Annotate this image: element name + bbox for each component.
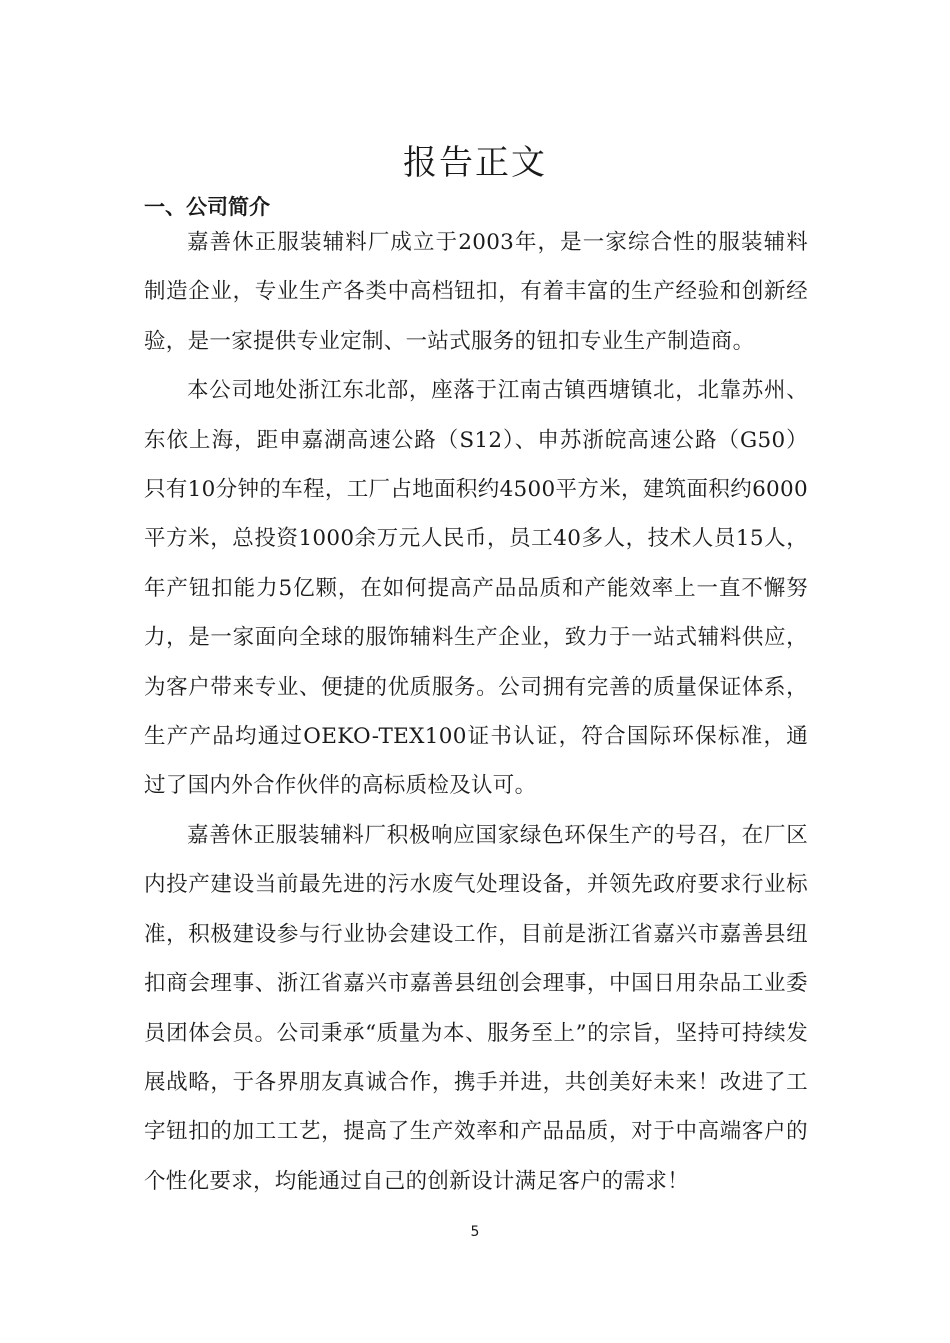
paragraph-intro: 嘉善休正服装辅料厂成立于2003年，是一家综合性的服装辅料制造企业，专业生产各类中高档钮扣，有着丰富的生产经验和创新经验，是一家提供专业定制、一站式服务的钮扣专业生产制造商。: [144, 230, 808, 354]
section-body: [144, 218, 808, 1206]
paragraph-location: 本公司地处浙江东北部，座落于江南古镇西塘镇北，北靠苏州、东依上海，距申嘉湖高速公路（S12）、申苏浙皖高速公路（G50）只有10分钟的车程，工厂占地面积约4500平方米，建筑面积约6000平方米，总投资1000余万元人民币，员工40多人，技术人员15人，年产钮扣能力5亿颗，在如何提高产品品质和产能效率上一直不懈努力，是一家面向全球的服饰辅料生产企业，致力于一站式辅料供应，为客户带来专业、便捷的优质服务。公司拥有完善的质量保证体系，生产产品均通过OEKO-TEX100证书认证，符合国际环保标准，通过了国内外合作伙伴的高标质检及认可。: [144, 378, 808, 799]
document-title: 报告正文: [403, 142, 547, 183]
paragraph-environment: 嘉善休正服装辅料厂积极响应国家绿色环保生产的号召，在厂区内投产建设当前最先进的污水废气处理设备，并领先政府要求行业标准，积极建设参与行业协会建设工作，目前是浙江省嘉兴市嘉善县纽扣商会理事、浙江省嘉兴市嘉善县纽创会理事，中国日用杂品工业委员团体会员。公司秉承“质量为本、服务至上”的宗旨，坚持可持续发展战略，于各界朋友真诚合作，携手并进，共创美好未来！改进了工字钮扣的加工工艺，提高了生产效率和产品品质，对于中高端客户的个性化要求，均能通过自己的创新设计满足客户的需求！: [144, 822, 808, 1194]
page-number: 5: [470, 1224, 480, 1240]
section-heading: 一、公司简介: [144, 195, 270, 220]
